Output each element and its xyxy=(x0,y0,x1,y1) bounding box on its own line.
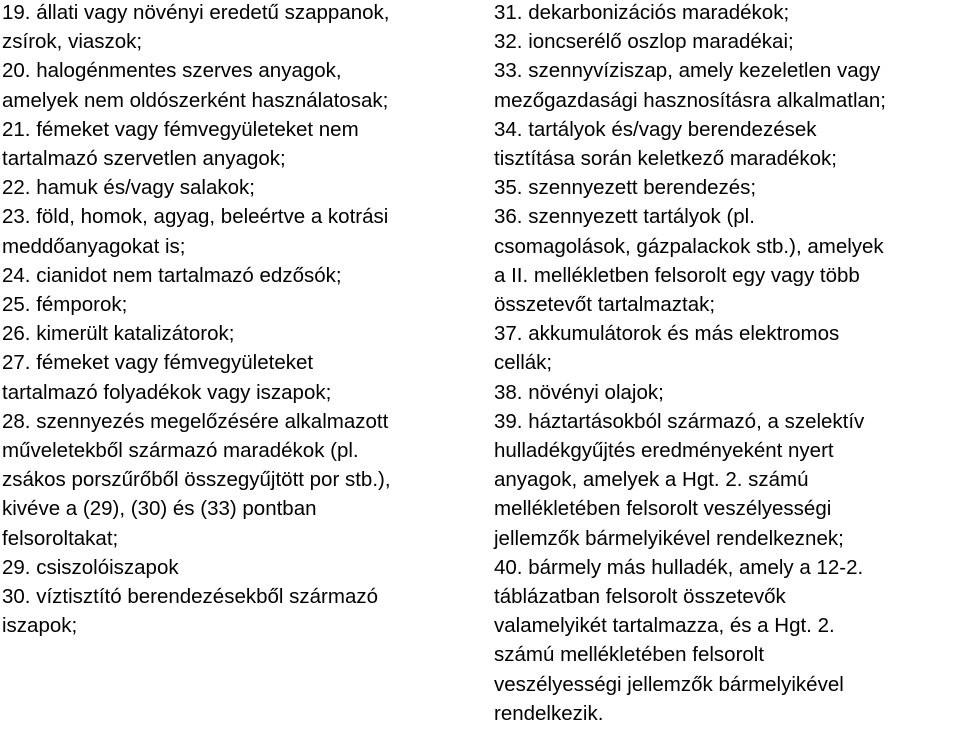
text-line: rendelkezik. xyxy=(494,701,604,725)
text-line: 22. hamuk és/vagy salakok; xyxy=(2,176,255,200)
text-line: 27. fémeket vagy fémvegyületeket xyxy=(2,351,314,375)
text-line: tisztítása során keletkező maradékok; xyxy=(494,147,837,171)
text-line: műveletekből származó maradékok (pl. xyxy=(2,439,359,463)
text-line: 29. csiszolóiszapok xyxy=(2,555,179,579)
right-column xyxy=(494,0,960,728)
text-line: 21. fémeket vagy fémvegyületeket nem xyxy=(2,117,359,141)
text-line: valamelyikét tartalmazza, és a Hgt. 2. xyxy=(494,614,835,638)
text-line: 32. ioncserélő oszlop maradékai; xyxy=(494,30,794,54)
text-line: tartalmazó szervetlen anyagok; xyxy=(2,147,286,171)
left-column xyxy=(2,0,472,640)
text-line: hulladékgyűjtés eredményeként nyert xyxy=(494,439,834,463)
text-line: zsákos porszűrőből összegyűjtött por stb.), xyxy=(2,468,391,492)
text-line: 20. halogénmentes szerves anyagok, xyxy=(2,59,342,83)
text-line: meddőanyagokat is; xyxy=(2,234,186,258)
text-line: anyagok, amelyek a Hgt. 2. számú xyxy=(494,468,809,492)
text-line: 23. föld, homok, agyag, beleértve a kotrási xyxy=(2,205,389,229)
text-line: 33. szennyvíziszap, amely kezeletlen vagy xyxy=(494,59,881,83)
text-line: veszélyességi jellemzők bármelyikével xyxy=(494,672,844,696)
text-line: iszapok; xyxy=(2,614,78,638)
text-line: mezőgazdasági hasznosításra alkalmatlan; xyxy=(494,88,886,112)
text-line: 26. kimerült katalizátorok; xyxy=(2,322,235,346)
text-line: jellemzők bármelyikével rendelkeznek; xyxy=(494,526,844,550)
text-line: 39. háztartásokból származó, a szelektív xyxy=(494,409,865,433)
text-line: csomagolások, gázpalackok stb.), amelyek xyxy=(494,234,884,258)
text-line: felsoroltakat; xyxy=(2,526,119,550)
text-line: cellák; xyxy=(494,351,553,375)
text-line: 35. szennyezett berendezés; xyxy=(494,176,757,200)
text-line: a II. mellékletben felsorolt egy vagy több xyxy=(494,263,860,287)
text-line: zsírok, viaszok; xyxy=(2,30,143,54)
text-line: 38. növényi olajok; xyxy=(494,380,664,404)
text-line: 40. bármely más hulladék, amely a 12-2. xyxy=(494,555,864,579)
text-line: amelyek nem oldószerként használatosak; xyxy=(2,88,389,112)
text-line: tartalmazó folyadékok vagy iszapok; xyxy=(2,380,332,404)
text-line: mellékletében felsorolt veszélyességi xyxy=(494,497,832,521)
text-line: összetevőt tartalmaztak; xyxy=(494,293,716,317)
text-line: 31. dekarbonizációs maradékok; xyxy=(494,1,790,24)
text-line: 34. tartályok és/vagy berendezések xyxy=(494,117,817,141)
text-line: 24. cianidot nem tartalmazó edzősók; xyxy=(2,263,342,287)
text-line: 25. fémporok; xyxy=(2,293,128,317)
text-line: 19. állati vagy növényi eredetű szappanok, xyxy=(2,1,390,24)
text-line: 30. víztisztító berendezésekből származó xyxy=(2,585,379,609)
text-line: táblázatban felsorolt összetevők xyxy=(494,585,786,609)
text-line: kivéve a (29), (30) és (33) pontban xyxy=(2,497,317,521)
text-line: számú mellékletében felsorolt xyxy=(494,643,765,667)
text-line: 28. szennyezés megelőzésére alkalmazott xyxy=(2,409,389,433)
text-line: 36. szennyezett tartályok (pl. xyxy=(494,205,755,229)
text-line: 37. akkumulátorok és más elektromos xyxy=(494,322,840,346)
